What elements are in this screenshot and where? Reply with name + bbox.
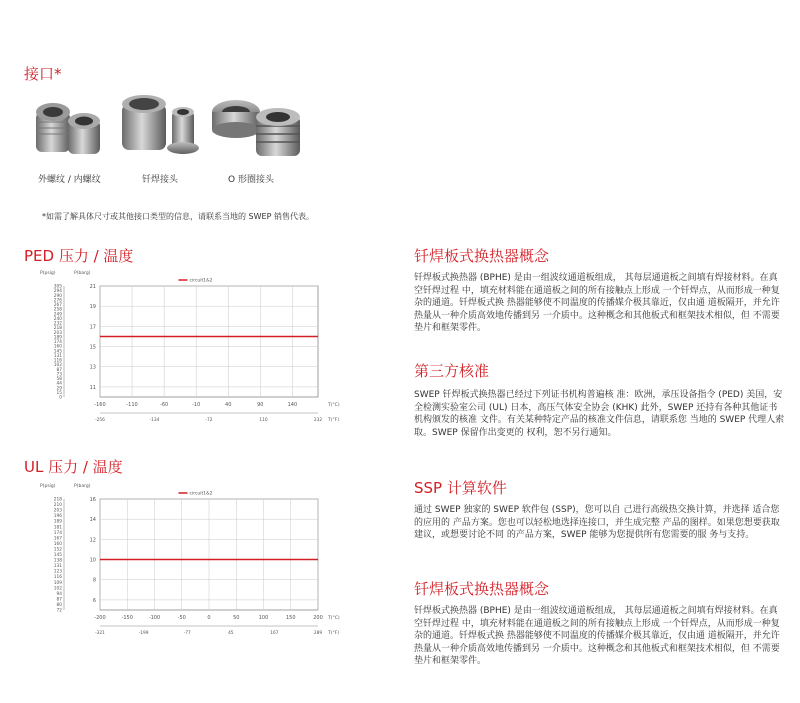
- psig-tick-label: 72: [56, 608, 62, 614]
- ul-title: UL 压力 / 温度: [24, 458, 123, 476]
- o-ring-connector-image: [212, 100, 300, 156]
- ped-title: PED 压力 / 温度: [24, 247, 134, 265]
- psig-tick-label: 294: [53, 289, 62, 295]
- barg-tick-label: 13: [89, 364, 96, 371]
- x-tick-label-f: -77: [183, 631, 191, 636]
- connector-images: [30, 90, 330, 165]
- section-ssp-title: SSP 计算软件: [414, 479, 507, 497]
- psig-tick-label: 29: [56, 386, 62, 392]
- x-tick-label-c: 140: [287, 402, 298, 408]
- psig-tick-label: 131: [53, 564, 62, 570]
- psig-tick-label: 218: [53, 326, 62, 332]
- psig-tick-label: 145: [53, 553, 62, 558]
- barg-tick-label: 17: [89, 324, 96, 331]
- x-tick-label-f: 289: [313, 631, 323, 636]
- psig-tick-label: 218: [53, 497, 62, 503]
- psig-tick-label: 267: [53, 303, 62, 308]
- psig-tick-label: 167: [53, 536, 62, 542]
- psig-tick-label: 152: [53, 547, 62, 553]
- psig-tick-label: 174: [53, 340, 62, 345]
- threaded-connector-image: [36, 103, 100, 154]
- psig-tick-label: 102: [53, 586, 62, 592]
- x-tick-label-c: -110: [126, 402, 138, 408]
- barg-tick-label: 12: [89, 537, 96, 544]
- x-tick-label-c: -200: [94, 615, 106, 621]
- legend-label: circuit1&2: [189, 491, 213, 497]
- section-approvals-text: SWEP 钎焊板式换热器已经过下列证书机构普遍核 准：欧洲，承压设备指令 (PED) 美国，安全检测实验室公司 (UL) 日本，高压气体安全协会 (KHK) 此外，SWEP 还持有各种其他证书机构颁发的核准 文件。有关某种特定产品的核准文件信息，请联系您 当地的 SWEP 代理人索取。SWEP 保留作出变更的 权利，恕不另行通知。: [414, 390, 785, 438]
- psig-axis-label: P(psig): [40, 271, 56, 276]
- section-bphe-concept-2-text: 钎焊板式换热器 (BPHE) 是由一组波纹通道板组成， 其每层通道板之间填有焊接材料。在真空钎焊过程 中，填充材料能在通道板之间的所有接触点上形成 一个钎焊点，从而形成一种复杂的通道。钎焊板式换 热器能够使不同温度的传播媒介极其靠近，仅由通 道板隔开，并允许热量从一种介质高效地传播到另 一介质中。这种概念和其他板式和框架技术相似，但 不需要垫片和框架零件。: [414, 606, 780, 667]
- ul-chart: [38, 477, 358, 647]
- psig-tick-label: 290: [53, 293, 62, 299]
- psig-tick-label: 203: [53, 330, 62, 336]
- barg-tick-label: 21: [89, 284, 96, 290]
- o-ring-connection-label: O 形圈接头: [228, 175, 274, 185]
- section-bphe-concept-title: 钎焊板式换热器概念: [414, 247, 550, 265]
- psig-tick-label: 131: [53, 353, 62, 359]
- psig-tick-label: 73: [56, 372, 62, 378]
- barg-tick-label: 15: [89, 344, 96, 351]
- psig-tick-label: 87: [56, 597, 62, 603]
- psig-tick-label: 189: [53, 519, 62, 525]
- psig-tick-label: 196: [53, 514, 62, 520]
- barg-tick-label: 8: [92, 577, 96, 584]
- psig-tick-label: 94: [56, 591, 62, 597]
- psig-tick-label: 44: [56, 381, 62, 387]
- barg-axis-label: P(barg): [74, 271, 91, 276]
- ped-chart: [38, 264, 358, 434]
- section-bphe-concept-text: 钎焊板式换热器 (BPHE) 是由一组波纹通道板组成， 其每层通道板之间填有焊接材料。在真空钎焊过程 中，填充材料能在通道板之间的所有接触点上形成 一个钎焊点，从而形成一种复杂的通道。钎焊板式换 热器能够使不同温度的传播媒介极其靠近，仅由通 道板隔开，并允许热量从一种介质高效地传播到另 一介质中。这种概念和其他板式和框架技术相似，但 不需要垫片和框架零件。: [414, 273, 780, 334]
- x-axis-label-f: T(°F): [328, 631, 340, 636]
- barg-axis-label: P(barg): [74, 484, 91, 489]
- psig-tick-label: 210: [53, 503, 62, 509]
- x-tick-label-c: -10: [192, 402, 201, 408]
- psig-tick-label: 123: [53, 569, 62, 575]
- x-tick-label-c: -150: [121, 615, 133, 621]
- psig-tick-label: 80: [56, 602, 62, 608]
- psig-tick-label: 189: [53, 335, 62, 341]
- psig-tick-label: 276: [53, 298, 62, 304]
- x-tick-label-f: -256: [95, 418, 105, 423]
- x-tick-label-c: 40: [225, 402, 232, 408]
- x-tick-label-f: 232: [313, 418, 323, 423]
- section-approvals-title: 第三方核准: [414, 362, 490, 380]
- psig-tick-label: 181: [53, 525, 62, 531]
- x-axis-label-f: T(°F): [328, 418, 340, 423]
- psig-tick-label: 116: [53, 358, 62, 364]
- barg-tick-label: 14: [89, 517, 96, 524]
- psig-tick-label: 109: [53, 580, 62, 586]
- barg-tick-label: 6: [92, 597, 96, 604]
- psig-tick-label: 116: [53, 575, 62, 581]
- section-ssp-text: 通过 SWEP 独家的 SWEP 软件包 (SSP)，您可以自 己进行高级热交换计算，并选择 适合您的应用的 产品方案。您也可以轻松地选择连接口，并生成完整 产品的图样。如果您想要获取建议，或想要讨论不同 的产品方案，SWEP 能够为您提供所有您需要的服 务与支持。: [414, 505, 780, 541]
- x-tick-label-f: 110: [259, 418, 268, 423]
- plot-frame: [100, 286, 318, 397]
- barg-tick-label: 10: [89, 557, 96, 564]
- psig-tick-label: 203: [53, 508, 62, 514]
- barg-tick-label: 11: [89, 384, 96, 391]
- x-tick-label-c: -50: [177, 615, 186, 621]
- connections-title: 接口*: [24, 65, 62, 83]
- psig-tick-label: 160: [53, 344, 62, 350]
- x-tick-label-f: -72: [205, 418, 213, 423]
- x-tick-label-c: 100: [258, 615, 269, 621]
- psig-tick-label: 232: [53, 321, 62, 327]
- psig-tick-label: 145: [53, 349, 62, 355]
- x-tick-label-f: -321: [95, 631, 105, 636]
- psig-tick-label: 305: [53, 284, 62, 290]
- psig-tick-label: 240: [53, 316, 62, 322]
- ul-chart-svg: [38, 477, 358, 647]
- x-tick-label-c: 0: [207, 615, 211, 621]
- psig-tick-label: 15: [56, 390, 62, 396]
- x-tick-label-c: 200: [313, 615, 323, 621]
- ped-chart-svg: [38, 264, 358, 434]
- x-tick-label-c: 150: [285, 615, 296, 621]
- x-tick-label-c: 90: [257, 402, 264, 408]
- psig-tick-label: 0: [59, 395, 62, 401]
- psig-tick-label: 58: [56, 377, 62, 382]
- x-tick-label-f: 167: [270, 631, 279, 636]
- brazed-connector-image: [122, 95, 199, 154]
- psig-axis-label: P(psig): [40, 484, 56, 489]
- psig-tick-label: 258: [53, 307, 62, 313]
- section-bphe-concept-2-title: 钎焊板式换热器概念: [414, 580, 550, 598]
- barg-tick-label: 16: [89, 497, 96, 503]
- x-tick-label-c: -100: [148, 615, 161, 621]
- legend-label: circuit1&2: [189, 278, 213, 284]
- x-tick-label-c: 50: [233, 615, 240, 621]
- psig-tick-label: 102: [53, 363, 62, 369]
- x-tick-label-f: 45: [228, 631, 234, 636]
- barg-tick-label: 19: [89, 304, 96, 311]
- brazed-connection-label: 钎焊接头: [142, 175, 179, 185]
- psig-tick-label: 174: [53, 530, 62, 536]
- x-tick-label-f: -199: [138, 631, 149, 636]
- x-tick-label-c: -160: [94, 402, 106, 408]
- psig-tick-label: 249: [53, 312, 62, 318]
- x-tick-label-f: -134: [149, 418, 160, 423]
- x-axis-label-c: T(°C): [328, 403, 340, 408]
- threaded-connection-label: 外螺纹 / 内螺纹: [38, 175, 101, 185]
- x-axis-label-c: T(°C): [328, 616, 340, 621]
- psig-tick-label: 138: [53, 558, 62, 564]
- psig-tick-label: 160: [53, 541, 62, 547]
- psig-tick-label: 87: [56, 367, 62, 373]
- x-tick-label-c: -60: [160, 402, 169, 408]
- connections-note: *如需了解具体尺寸或其他接口类型的信息，请联系当地的 SWEP 销售代表。: [42, 212, 314, 221]
